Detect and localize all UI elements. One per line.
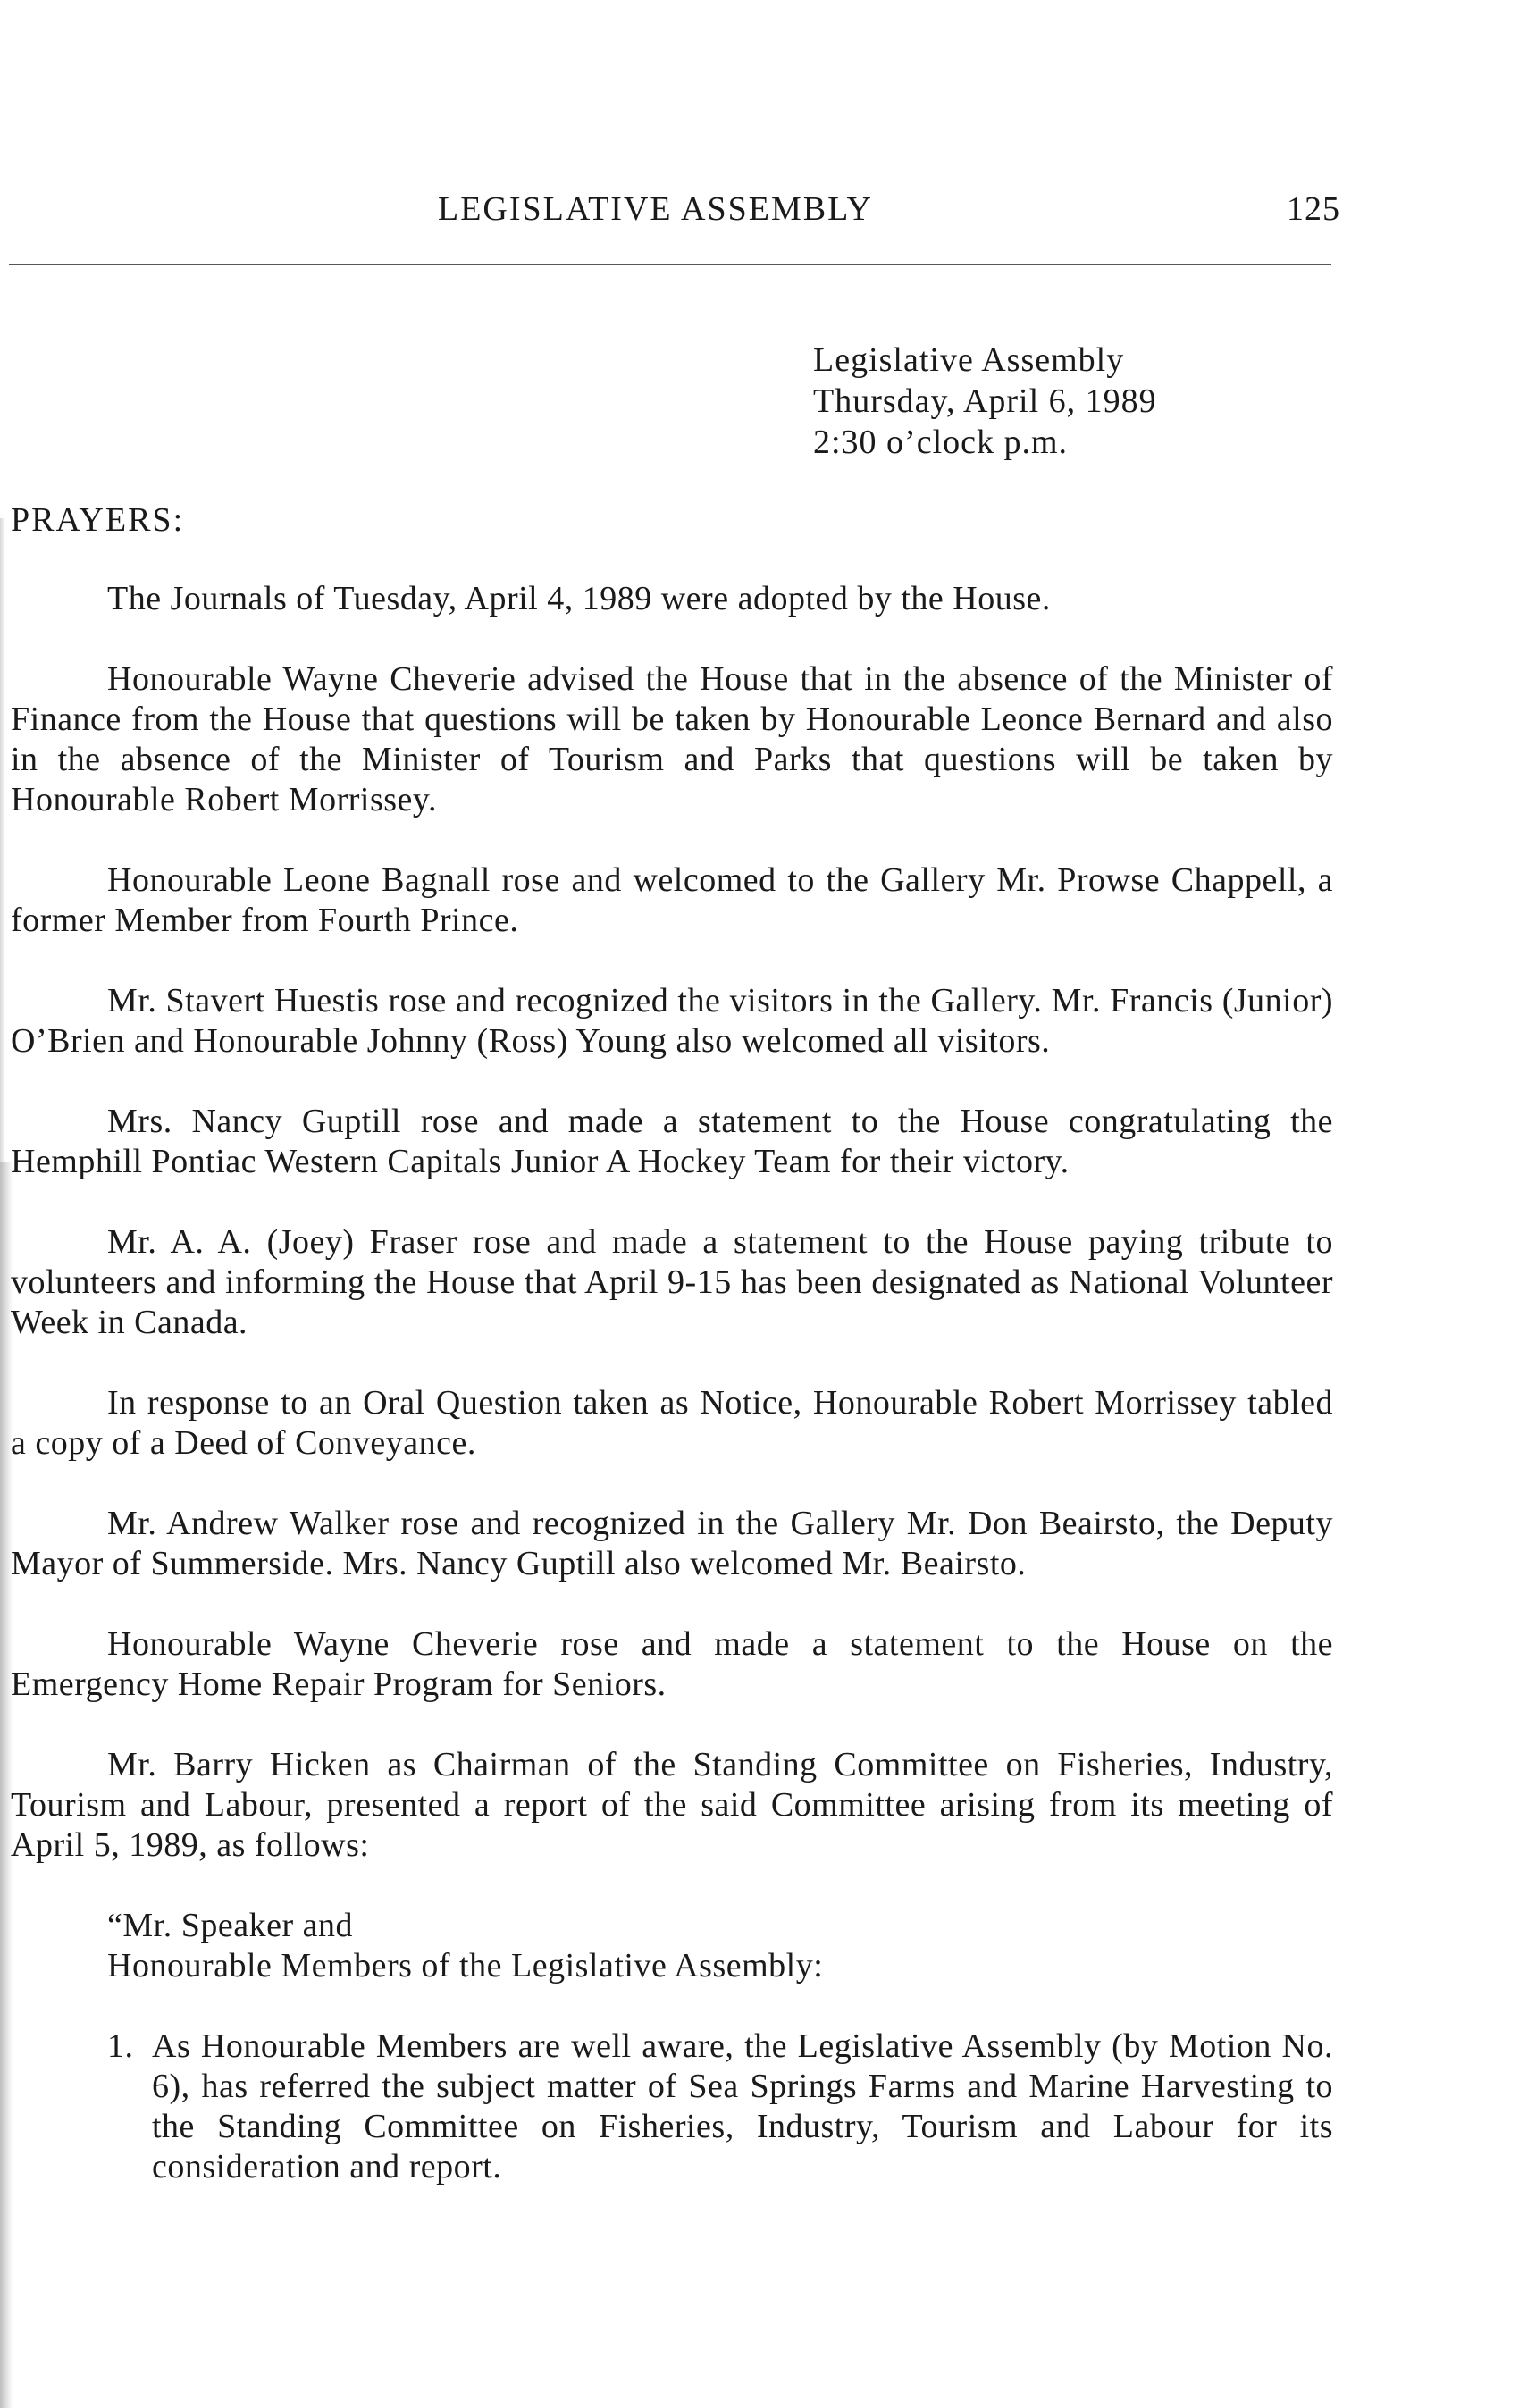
paragraph: Mr. A. A. (Joey) Fraser rose and made a statement to the House paying tribute to volunteers and informing the House that April 9-15 has been designated as National Volunteer Week in Canada. — [11, 1223, 1333, 1341]
scan-shadow-edge — [0, 518, 5, 1162]
dateline-time: 2:30 o’clock p.m. — [813, 424, 1069, 461]
running-head: LEGISLATIVE ASSEMBLY — [438, 190, 873, 228]
paragraph: Mr. Stavert Huestis rose and recognized the visitors in the Gallery. Mr. Francis (Junior) O’Brien and Honourable Johnny (Ross) Young also welcomed all visitors. — [11, 982, 1333, 1060]
paragraph: Honourable Wayne Cheverie rose and made a statement to the House on the Emergency Home Repair Program for Seniors. — [11, 1625, 1333, 1703]
page-number: 125 — [1287, 190, 1340, 228]
report-salutation — [107, 1906, 1333, 1986]
prayers-heading: PRAYERS: — [11, 501, 185, 539]
report-item-number: 1. — [107, 2027, 134, 2065]
paragraph: In response to an Oral Question taken as Notice, Honourable Robert Morrissey tabled a copy of a Deed of Conveyance. — [11, 1384, 1333, 1462]
salutation-line: Honourable Members of the Legislative Assembly: — [107, 1947, 824, 1984]
dateline — [813, 340, 1157, 463]
report-item — [107, 2026, 1333, 2187]
header-rule — [9, 264, 1331, 265]
dateline-body: Legislative Assembly — [813, 341, 1125, 379]
paragraph: Honourable Wayne Cheverie advised the House that in the absence of the Minister of Finance from the House that questions will be taken by Honourable Leonce Bernard and also in the absence of the Minister of Tourism and Parks that questions will be taken by Honourable Robert Morrissey. — [11, 660, 1333, 818]
page-header — [0, 189, 1519, 234]
paragraph: Honourable Leone Bagnall rose and welcomed to the Gallery Mr. Prowse Chappell, a former Member from Fourth Prince. — [11, 861, 1333, 939]
paragraph: Mr. Barry Hicken as Chairman of the Standing Committee on Fisheries, Industry, Tourism and Labour, presented a report of the said Committee arising from its meeting of April 5, 1989, as follows: — [11, 1746, 1333, 1864]
paragraph: The Journals of Tuesday, April 4, 1989 were adopted by the House. — [107, 580, 1051, 617]
paragraph: Mrs. Nancy Guptill rose and made a statement to the House congratulating the Hemphill Pontiac Western Capitals Junior A Hockey Team for their victory. — [11, 1103, 1333, 1180]
journal-body — [11, 579, 1333, 2187]
report-item-text: As Honourable Members are well aware, the Legislative Assembly (by Motion No. 6), has referred the subject matter of Sea Springs Farms and Marine Harvesting to the Standing Committee on Fisheries, Industry, Tourism and Labour for its consideration and report. — [152, 2027, 1333, 2186]
dateline-date: Thursday, April 6, 1989 — [813, 382, 1157, 420]
salutation-line: “Mr. Speaker and — [107, 1907, 353, 1944]
paragraph: Mr. Andrew Walker rose and recognized in the Gallery Mr. Don Beairsto, the Deputy Mayor of Summerside. Mrs. Nancy Guptill also welcomed Mr. Beairsto. — [11, 1505, 1333, 1582]
